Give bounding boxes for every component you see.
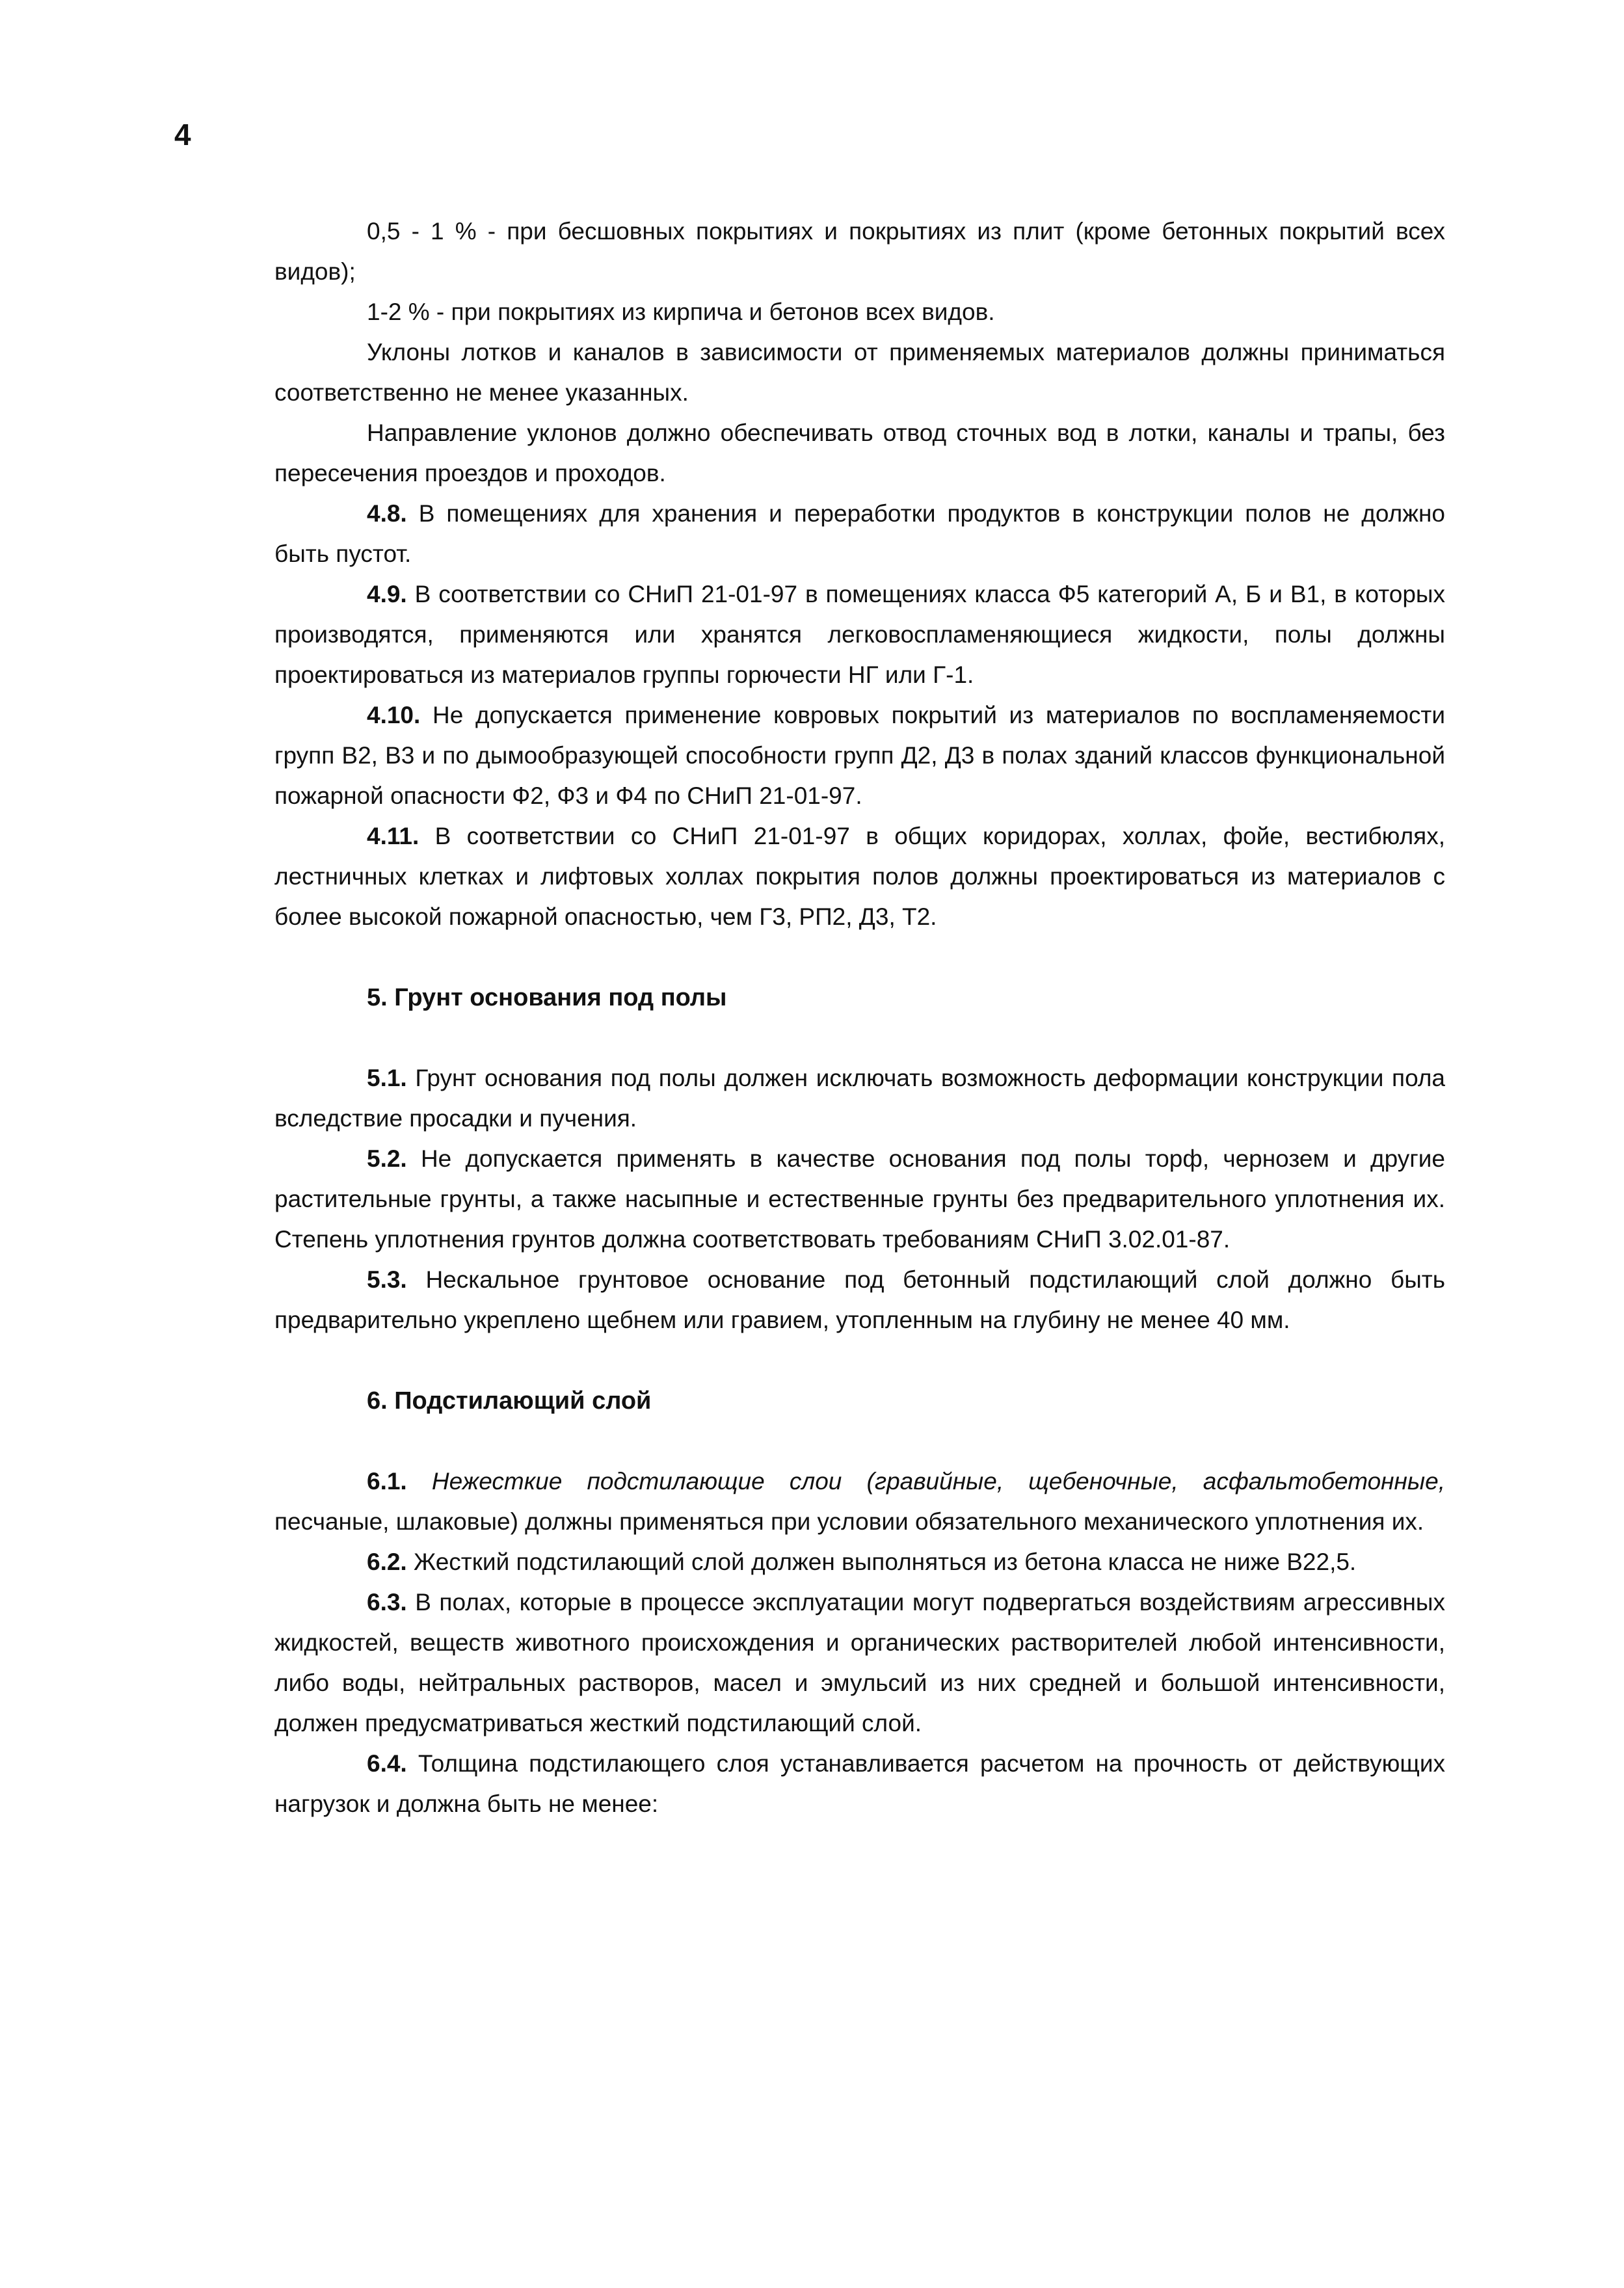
clause-6-4: [274, 1744, 1445, 1824]
clause-5-3: [274, 1260, 1445, 1340]
clause-number: 5.3.: [367, 1266, 407, 1293]
clause-text: В полах, которые в процессе эксплуатации могут подвергаться воздействиям агрессивных жидкостей, веществ животного происхождения и органических растворителей любой интенсивности, либо воды, нейтральных растворов, масел и эмульсий из них средней и большой интенсивности, должен предусматриваться жесткий подстилающий слой.: [274, 1589, 1446, 1736]
clause-text: В соответствии со СНиП 21-01-97 в общих коридорах, холлах, фойе, вестибюлях, лестничных клетках и лифтовых холлах покрытия полов должны проектироваться из материалов с более высокой пожарной опасностью, чем Г3, РП2, Д3, Т2.: [274, 823, 1445, 930]
clause-number: 5.1.: [367, 1065, 407, 1091]
clause-text: Жесткий подстилающий слой должен выполняться из бетона класса не ниже В22,5.: [414, 1549, 1357, 1575]
clause-text: песчаные, шлаковые) должны применяться при условии обязательного механического уплотнения их.: [274, 1508, 1424, 1535]
clause-number: 4.11.: [367, 823, 419, 849]
clause-5-1: [274, 1058, 1445, 1139]
document-body: [274, 211, 1445, 1824]
clause-text: В помещениях для хранения и переработки продуктов в конструкции полов не должно быть пустот.: [274, 500, 1445, 567]
page-number: 4: [174, 118, 191, 152]
clause-4-9: [274, 574, 1445, 695]
clause-4-8: [274, 494, 1445, 574]
clause-number: 6.4.: [367, 1750, 407, 1777]
clause-6-3: [274, 1582, 1445, 1744]
clause-number: 6.2.: [367, 1549, 407, 1575]
clause-text: Толщина подстилающего слоя устанавливается расчетом на прочность от действующих нагрузок и должна быть не менее:: [274, 1750, 1445, 1817]
section-heading-5: 5. Грунт основания под полы: [367, 984, 727, 1011]
paragraph-slope-2: [274, 292, 1445, 332]
paragraph-direction: [274, 413, 1445, 494]
clause-text: Грунт основания под полы должен исключать возможность деформации конструкции пола вследствие просадки и пучения.: [274, 1065, 1446, 1132]
clause-4-11: [274, 816, 1445, 937]
section-heading-6: 6. Подстилающий слой: [367, 1387, 652, 1415]
clause-number: 5.2.: [367, 1145, 407, 1172]
clause-number: 4.10.: [367, 702, 421, 728]
paragraph-trays: [274, 332, 1445, 413]
clause-6-1: [274, 1461, 1445, 1542]
paragraph-text: 0,5 - 1 % - при бесшовных покрытиях и покрытиях из плит (кроме бетонных покрытий всех видов);: [274, 218, 1445, 285]
paragraph-text: Уклоны лотков и каналов в зависимости от применяемых материалов должны приниматься соответственно не менее указанных.: [274, 339, 1445, 406]
clause-number: 6.1.: [367, 1468, 407, 1495]
clause-number: 4.9.: [367, 581, 407, 607]
clause-5-2: [274, 1139, 1445, 1260]
clause-text: Нескальное грунтовое основание под бетонный подстилающий слой должно быть предварительно укреплено щебнем или гравием, утопленным на глубину не менее 40 мм.: [274, 1266, 1446, 1333]
clause-text: В соответствии со СНиП 21-01-97 в помещениях класса Ф5 категорий А, Б и В1, в которых производятся, применяются или хранятся легковоспламеняющиеся жидкости, полы должны проектироваться из материалов группы горючести НГ или Г-1.: [274, 581, 1445, 688]
clause-italic-text: Нежесткие подстилающие слои (гравийные, щебеночные, асфальтобетонные,: [431, 1468, 1445, 1495]
clause-number: 4.8.: [367, 500, 407, 527]
paragraph-text: Направление уклонов должно обеспечивать отвод сточных вод в лотки, каналы и трапы, без пересечения проездов и проходов.: [274, 419, 1445, 486]
paragraph-slope-1: [274, 211, 1445, 292]
clause-text: Не допускается применение ковровых покрытий из материалов по воспламеняемости групп В2, В3 и по дымообразующей способности групп Д2, Д3 в полах зданий классов функциональной пожарной опасности Ф2, Ф3 и Ф4 по СНиП 21-01-97.: [274, 702, 1445, 809]
paragraph-text: 1-2 % - при покрытиях из кирпича и бетонов всех видов.: [367, 299, 995, 325]
clause-number: 6.3.: [367, 1589, 407, 1616]
clause-6-2: [274, 1542, 1445, 1582]
clause-text: Не допускается применять в качестве основания под полы торф, чернозем и другие растительные грунты, а также насыпные и естественные грунты без предварительного уплотнения их. Степень уплотнения грунтов должна соответствовать требованиям СНиП 3.02.01-87.: [274, 1145, 1445, 1253]
clause-4-10: [274, 695, 1445, 816]
